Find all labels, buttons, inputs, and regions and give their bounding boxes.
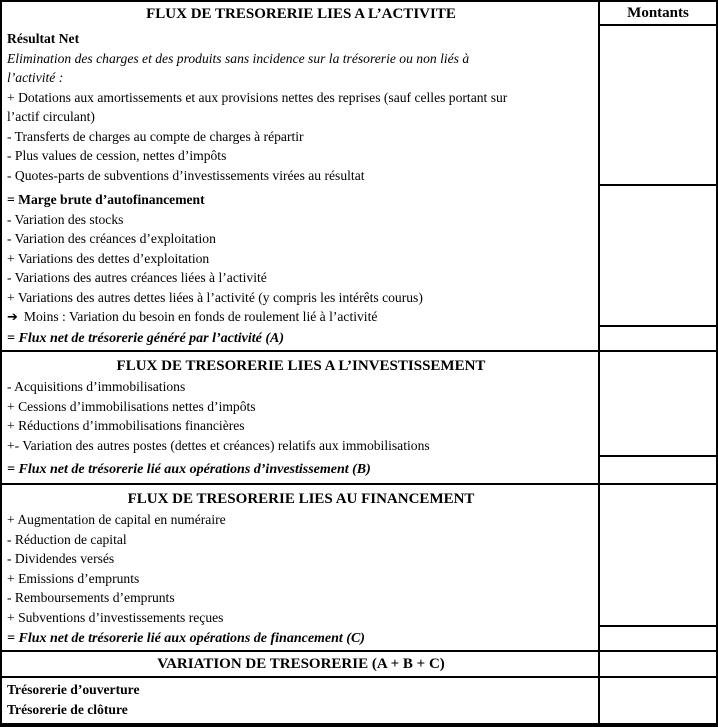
montants-column-header-cell	[600, 2, 716, 26]
flux-c-row	[2, 627, 716, 652]
activite-block1-row	[2, 26, 716, 186]
arrow-right-icon: ➔	[7, 310, 18, 325]
variation-cell	[2, 652, 600, 678]
flux-a-cell	[2, 327, 600, 352]
flux-a-row	[2, 327, 716, 352]
subventions-recues-line: + Subventions d’investissements reçues	[7, 609, 224, 625]
montants-column-header: Montants	[627, 4, 689, 21]
variation-dettes-line: + Variations des dettes d’exploitation	[7, 250, 210, 266]
elimination-line-2: l’activité :	[7, 70, 64, 85]
investissement-section-title: FLUX DE TRESORERIE LIES A L’INVESTISSEMENT	[116, 358, 486, 374]
variation-creances-line: - Variation des créances d’exploitation	[7, 231, 216, 246]
bfr-text: Moins : Variation du besoin en fonds de roulement lié à l’activité	[23, 309, 378, 324]
marge-brute-line: = Marge brute d’autofinancement	[7, 192, 205, 207]
dotations-line-2: l’actif circulant)	[7, 109, 95, 124]
acquisitions-line: - Acquisitions d’immobilisations	[7, 379, 186, 394]
resultat-net-line: Résultat Net	[7, 31, 80, 46]
remboursements-line: - Remboursements d’emprunts	[7, 590, 175, 605]
tresorerie-ouverture-line: Trésorerie d’ouverture	[7, 682, 140, 697]
activite-block1-cell	[2, 26, 600, 186]
autres-creances-line: - Variations des autres créances liées à l’activité	[7, 270, 267, 285]
reduction-capital-line: - Réduction de capital	[7, 531, 127, 547]
tresorerie-cell	[2, 678, 600, 723]
variation-row	[2, 652, 716, 678]
amount-cell-activite-block2	[600, 186, 716, 327]
elimination-line-1: Elimination des charges et des produits sans incidence sur la trésorerie ou non liés à	[7, 50, 470, 66]
dividendes-line: - Dividendes versés	[7, 551, 115, 566]
flux-b-row	[2, 457, 716, 485]
dotations-line-1: + Dotations aux amortissements et aux provisions nettes des reprises (sauf celles portant sur	[7, 89, 508, 105]
activite-section-title-cell	[2, 2, 600, 26]
financement-row	[2, 485, 716, 627]
amount-cell-investissement	[600, 352, 716, 457]
variation-title: VARIATION DE TRESORERIE (A + B + C)	[157, 656, 445, 672]
amount-cell-tresorerie	[600, 678, 716, 723]
variation-stocks-line: - Variation des stocks	[7, 211, 124, 227]
augmentation-capital-line: + Augmentation de capital en numéraire	[7, 512, 226, 527]
financement-cell	[2, 485, 600, 627]
flux-b-cell	[2, 457, 600, 485]
amount-cell-financement	[600, 485, 716, 627]
activite-block2-row	[2, 186, 716, 327]
amount-cell-flux-b	[600, 457, 716, 485]
emissions-emprunts-line: + Emissions d’emprunts	[7, 570, 140, 586]
flux-c-label: = Flux net de trésorerie lié aux opérations de financement (C)	[7, 630, 365, 646]
investissement-row	[2, 352, 716, 457]
amount-cell-activite-block1	[600, 26, 716, 186]
variation-autres-postes-line: +- Variation des autres postes (dettes et créances) relatifs aux immobilisations	[7, 437, 430, 453]
activite-section-title: FLUX DE TRESORERIE LIES A L’ACTIVITE	[146, 6, 456, 22]
amount-cell-flux-c	[600, 627, 716, 652]
investissement-cell	[2, 352, 600, 457]
reductions-line: + Réductions d’immobilisations financières	[7, 418, 245, 433]
header-row	[2, 2, 716, 26]
bfr-line	[7, 307, 595, 327]
flux-a-label: = Flux net de trésorerie généré par l’activité (A)	[7, 330, 285, 346]
tresorerie-cloture-line: Trésorerie de clôture	[7, 701, 128, 717]
quotes-parts-line: - Quotes-parts de subventions d’investissements virées au résultat	[7, 167, 365, 183]
amount-cell-flux-a	[600, 327, 716, 352]
cessions-line: + Cessions d’immobilisations nettes d’impôts	[7, 398, 256, 414]
financement-section-title: FLUX DE TRESORERIE LIES AU FINANCEMENT	[127, 491, 475, 507]
flux-c-cell	[2, 627, 600, 652]
autres-dettes-line: + Variations des autres dettes liées à l’activité (y compris les intérêts courus)	[7, 289, 423, 305]
tresorerie-row	[2, 678, 716, 723]
flux-b-label: = Flux net de trésorerie lié aux opérations d’investissement (B)	[7, 462, 371, 477]
plus-values-line: - Plus values de cession, nettes d’impôts	[7, 148, 227, 163]
amount-cell-variation	[600, 652, 716, 678]
activite-block2-cell	[2, 186, 600, 327]
transferts-line: - Transferts de charges au compte de charges à répartir	[7, 128, 304, 144]
